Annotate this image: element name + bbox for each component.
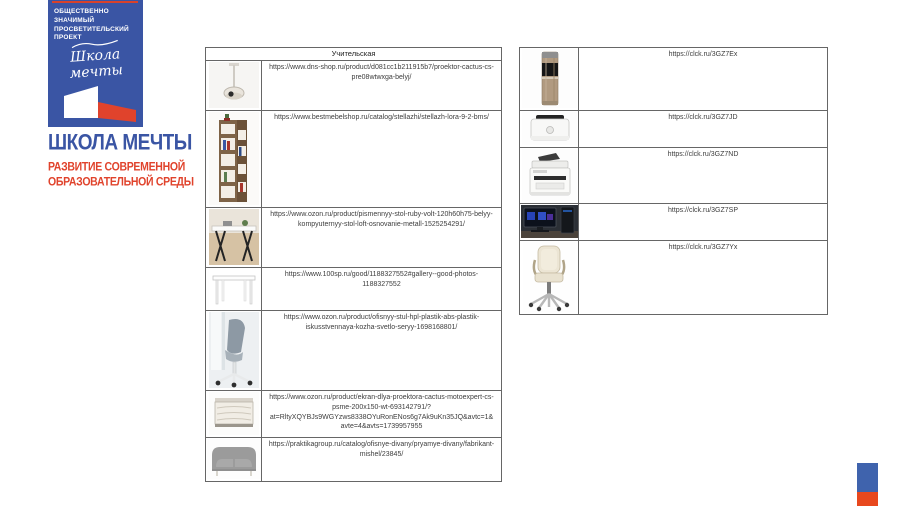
logo-subtitle-line1: РАЗВИТИЕ СОВРЕМЕННОЙ	[48, 160, 185, 174]
water-cooler-image	[520, 48, 579, 111]
house-icon	[54, 80, 138, 122]
logo-script-line1: Школа	[69, 46, 121, 66]
table-row	[206, 391, 502, 438]
product-url: https://praktikagroup.ru/catalog/ofisnye-divany/pryamye-divany/fabrikant-mishel/23845/	[262, 438, 502, 482]
beige-office-chair-image	[520, 241, 579, 315]
teachers-room-table	[205, 47, 502, 482]
logo-project-line2: ПРОСВЕТИТЕЛЬСКИЙ ПРОЕКТ	[54, 25, 129, 42]
logo-red-topline	[52, 1, 138, 3]
product-url: https://www.ozon.ru/product/pismennyy-stol-ruby-volt-120h60h75-belyy-kompyuternyy-stol-loft-osnovanie-metall-1525254291/	[262, 208, 502, 268]
short-link-url: https://clck.ru/3GZ7Ex	[579, 48, 828, 111]
logo-project-line1: ОБЩЕСТВЕННО ЗНАЧИМЫЙ	[54, 8, 109, 24]
projector-screen-image	[206, 391, 262, 438]
logo-subtitle	[48, 160, 194, 190]
logo-title: ШКОЛА МЕЧТЫ	[48, 131, 192, 156]
short-link-url: https://clck.ru/3GZ7Yx	[579, 241, 828, 315]
ceiling-projector-mount-image	[206, 61, 262, 111]
desktop-computer-image	[520, 204, 579, 241]
table-header-row	[206, 48, 502, 61]
short-link-url: https://clck.ru/3GZ7SP	[579, 204, 828, 241]
product-url: https://www.dns-shop.ru/product/d081cc1b211915b7/proektor-cactus-cs-pre08wtwxga-belyj/	[262, 61, 502, 111]
table-row	[206, 438, 502, 482]
product-url: https://www.ozon.ru/product/ofisnyy-stul-hpl-plastik-abs-plastik-iskusstvennaya-kozha-svetlo-seryy-1698168801/	[262, 311, 502, 391]
table-row	[520, 204, 828, 241]
table-row	[206, 61, 502, 111]
table-row	[520, 148, 828, 204]
table-row	[520, 111, 828, 148]
table-row	[206, 311, 502, 391]
logo-script-line2: мечты	[69, 62, 124, 82]
logo-subtitle-line2: ОБРАЗОВАТЕЛЬНОЙ СРЕДЫ	[48, 175, 194, 189]
mfp-printer-image	[520, 148, 579, 204]
table-row	[206, 208, 502, 268]
gray-sofa-image	[206, 438, 262, 482]
corner-orange-square	[857, 492, 878, 506]
corner-blue-square	[857, 463, 878, 492]
gray-office-chair-image	[206, 311, 262, 391]
short-links-table	[519, 47, 828, 315]
laser-printer-image	[520, 111, 579, 148]
white-table-image	[206, 268, 262, 311]
school-of-dream-logo	[48, 0, 194, 189]
table-row	[520, 48, 828, 111]
logo-blue-box	[48, 0, 143, 127]
writing-desk-image	[206, 208, 262, 268]
table-title: Учительская	[206, 48, 502, 61]
product-url: https://www.ozon.ru/product/ekran-dlya-proektora-cactus-motoexpert-cs-psme-200x150-wt-693142791/?at=RltyXQYBJs9WGYzws8338OYuRonENos6g7Ak9uKn35JQ&avtc=1&avte=4&avts=1739957955	[262, 391, 502, 438]
table-row	[206, 111, 502, 208]
table-row	[520, 241, 828, 315]
logo-script-text	[47, 37, 145, 84]
short-link-url: https://clck.ru/3GZ7JD	[579, 111, 828, 148]
short-link-url: https://clck.ru/3GZ7ND	[579, 148, 828, 204]
table-row	[206, 268, 502, 311]
product-url: https://www.bestmebelshop.ru/catalog/stellazhi/stellazh-lora-9-2-bms/	[262, 111, 502, 208]
bookshelf-image	[206, 111, 262, 208]
product-url: https://www.100sp.ru/good/1188327552#gallery--good-photos-1188327552	[262, 268, 502, 311]
